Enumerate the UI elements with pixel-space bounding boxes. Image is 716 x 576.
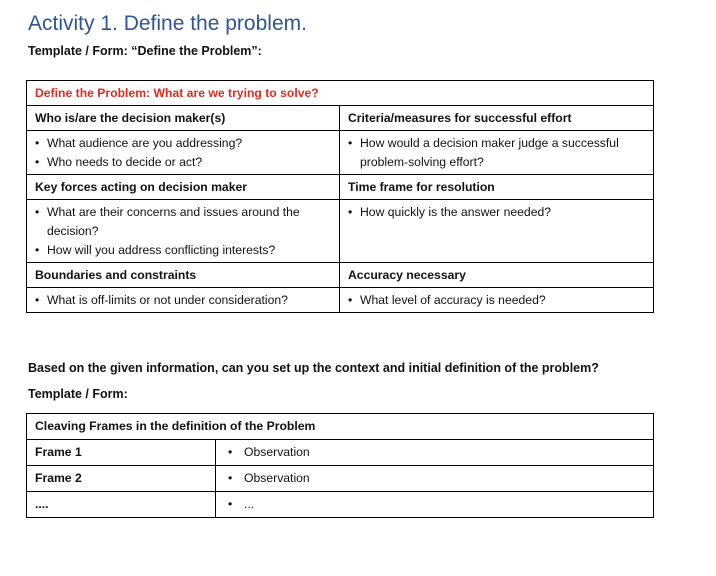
context-question: Based on the given information, can you set up the context and initial definition of the problem? [28,361,599,375]
bullet-item: • What is off-limits or not under consideration? [35,291,331,310]
cleaving-frames-header: Cleaving Frames in the definition of the Problem [27,414,654,440]
boundaries-cell [27,288,340,313]
table-row [27,492,654,518]
frame-label: .... [27,492,216,518]
table-row [27,440,654,466]
page-title: Activity 1. Define the problem. [28,12,307,35]
section-heading-decision-makers: Who is/are the decision maker(s) [27,106,340,131]
bullet-item: • How quickly is the answer needed? [348,203,645,222]
frame-label: Frame 1 [27,440,216,466]
bullet-item: • What are their concerns and issues around the decision? [35,203,331,241]
accuracy-cell [340,288,654,313]
section-heading-criteria: Criteria/measures for successful effort [340,106,654,131]
section-heading-boundaries: Boundaries and constraints [27,263,340,288]
criteria-cell [340,131,654,175]
bullet-item: • Who needs to decide or act? [35,153,331,172]
observation-item: • Observation [224,443,645,462]
time-frame-cell [340,200,654,263]
section-heading-key-forces: Key forces acting on decision maker [27,175,340,200]
bullet-item: • What level of accuracy is needed? [348,291,645,310]
section-heading-accuracy: Accuracy necessary [340,263,654,288]
form-label: Template / Form: [28,387,128,401]
section-heading-time-frame: Time frame for resolution [340,175,654,200]
define-problem-table [26,80,654,313]
observation-item: • Observation [224,469,645,488]
template-subtitle: Template / Form: “Define the Problem”: [28,44,262,58]
observation-item: • ... [224,495,645,514]
key-forces-cell [27,200,340,263]
bullet-item: • What audience are you addressing? [35,134,331,153]
bullet-item: • How will you address conflicting interests? [35,241,331,260]
frame-label: Frame 2 [27,466,216,492]
cleaving-frames-table [26,413,654,518]
define-problem-header: Define the Problem: What are we trying to solve? [27,81,654,106]
decision-makers-cell [27,131,340,175]
table-row [27,466,654,492]
bullet-item: • How would a decision maker judge a successful problem-solving effort? [348,134,645,172]
